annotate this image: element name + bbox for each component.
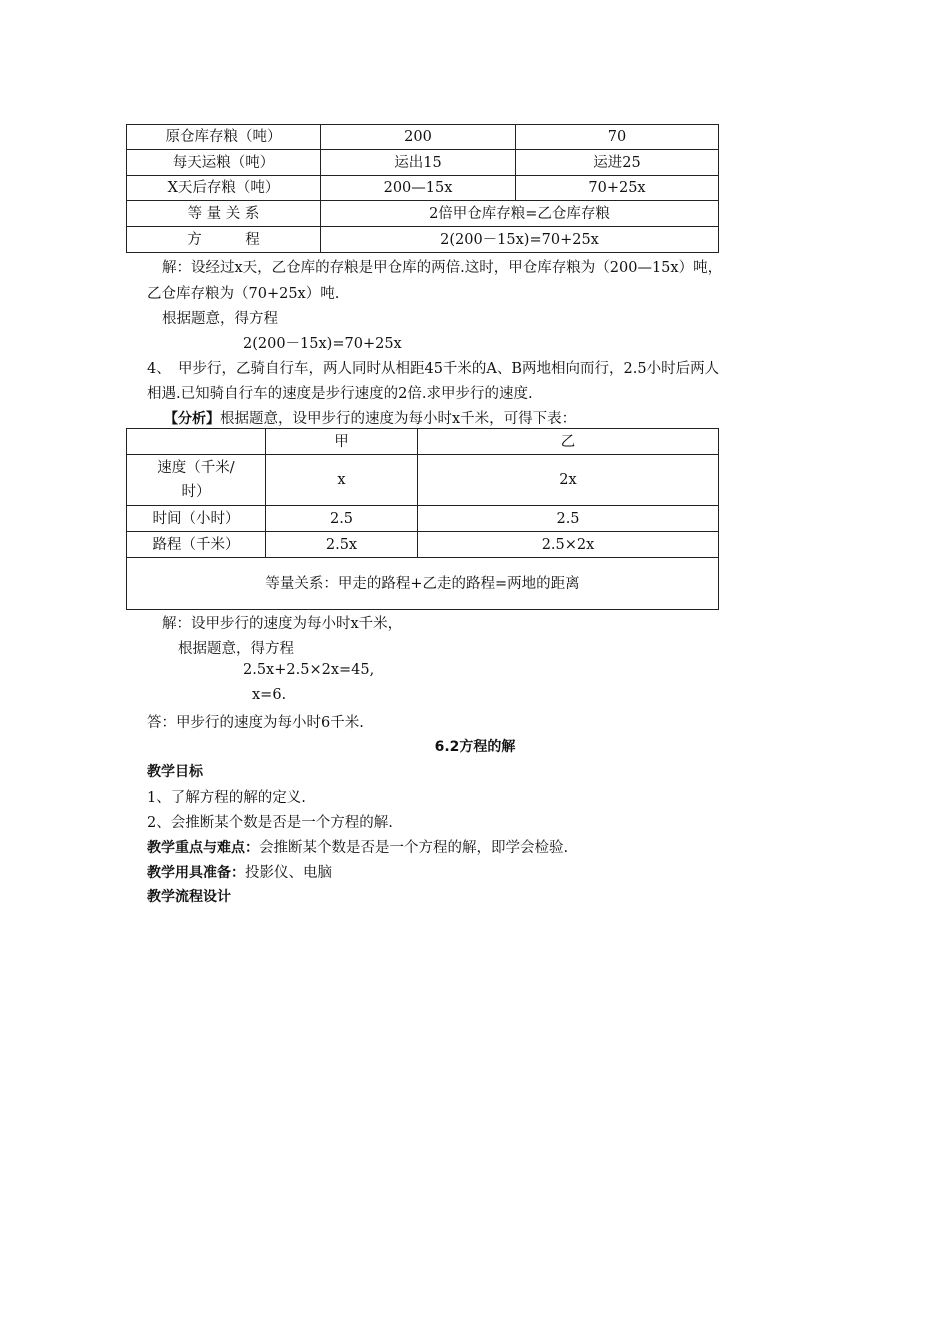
table-row bbox=[127, 455, 719, 506]
answer-line: 答：甲步行的速度为每小时6千米. bbox=[147, 715, 364, 731]
tools-label: 教学用具准备： bbox=[147, 865, 245, 881]
analysis-text: 根据题意，设甲步行的速度为每小时x千米，可得下表： bbox=[220, 411, 577, 427]
table-cell: 原仓库存粮（吨） bbox=[127, 125, 321, 150]
key-points-line bbox=[147, 836, 568, 857]
table-cell: 每天运粮（吨） bbox=[127, 150, 321, 176]
solution-line: 解：设经过x天，乙仓库的存粮是甲仓库的两倍.这时，甲仓库存粮为（200—15x）吨， bbox=[162, 260, 723, 276]
key-points-label: 教学重点与难点： bbox=[147, 840, 259, 856]
goal-item: 1、了解方程的解的定义. bbox=[147, 790, 306, 806]
equation-label: 方 程 bbox=[127, 227, 321, 253]
table-row bbox=[127, 227, 719, 253]
equation-line: x=6. bbox=[252, 687, 287, 703]
table-row bbox=[127, 125, 719, 150]
solution-line: 解：设甲步行的速度为每小时x千米， bbox=[162, 616, 403, 632]
problem-line: 4、 甲步行，乙骑自行车，两人同时从相距45千米的A、B两地相向而行，2.5小时后两人 bbox=[147, 361, 720, 377]
relation-value: 2倍甲仓库存粮=乙仓库存粮 bbox=[321, 201, 719, 227]
table-row bbox=[127, 150, 719, 176]
table-row bbox=[127, 532, 719, 558]
grain-table bbox=[126, 124, 719, 253]
table-cell: 2.5x bbox=[266, 532, 418, 558]
table-cell: 运进25 bbox=[516, 150, 719, 176]
relation-label: 等 量 关 系 bbox=[127, 201, 321, 227]
goals-heading: 教学目标 bbox=[147, 764, 203, 780]
header-cell: 甲 bbox=[266, 429, 418, 455]
table-cell: X天后存粮（吨） bbox=[127, 176, 321, 201]
table-row bbox=[127, 429, 719, 455]
flow-heading: 教学流程设计 bbox=[147, 889, 231, 905]
distance-label: 路程（千米） bbox=[127, 532, 266, 558]
equation-line: 2(200－15x)=70+25x bbox=[243, 336, 402, 352]
time-label: 时间（小时） bbox=[127, 506, 266, 532]
table-cell: 2.5 bbox=[266, 506, 418, 532]
problem-line: 相遇.已知骑自行车的速度是步行速度的2倍.求甲步行的速度. bbox=[147, 386, 533, 402]
table-row bbox=[127, 506, 719, 532]
table-row bbox=[127, 201, 719, 227]
equation-line: 2.5x+2.5×2x=45, bbox=[243, 662, 375, 678]
table-cell: 70 bbox=[516, 125, 719, 150]
analysis-line bbox=[164, 407, 576, 428]
table-cell: 70+25x bbox=[516, 176, 719, 201]
speed-label-line: 速度（千米/ bbox=[157, 460, 235, 476]
analysis-tag: 【分析】 bbox=[164, 411, 220, 427]
table-row bbox=[127, 176, 719, 201]
section-title: 6.2方程的解 bbox=[434, 739, 516, 755]
table-row bbox=[127, 558, 719, 610]
speed-label bbox=[127, 455, 266, 506]
solution-line: 乙仓库存粮为（70+25x）吨. bbox=[147, 286, 340, 302]
goal-item: 2、会推断某个数是否是一个方程的解. bbox=[147, 815, 393, 831]
header-cell: 乙 bbox=[418, 429, 719, 455]
table-cell: 2.5×2x bbox=[418, 532, 719, 558]
speed-table bbox=[126, 428, 719, 610]
table-cell bbox=[127, 429, 266, 455]
tools-line bbox=[147, 861, 332, 882]
table-cell: 200 bbox=[321, 125, 516, 150]
table-cell: 运出15 bbox=[321, 150, 516, 176]
table-cell: 2.5 bbox=[418, 506, 719, 532]
table-cell: 200—15x bbox=[321, 176, 516, 201]
relation-cell: 等量关系：甲走的路程+乙走的路程=两地的距离 bbox=[127, 558, 719, 610]
speed-label-line: 时） bbox=[181, 484, 211, 500]
solution-line: 根据题意，得方程 bbox=[178, 641, 294, 657]
table-cell: 2x bbox=[418, 455, 719, 506]
key-points-text: 会推断某个数是否是一个方程的解，即学会检验. bbox=[259, 840, 569, 856]
tools-text: 投影仪、电脑 bbox=[245, 865, 332, 881]
table-cell: x bbox=[266, 455, 418, 506]
solution-line: 根据题意，得方程 bbox=[162, 311, 278, 327]
equation-value: 2(200－15x)=70+25x bbox=[321, 227, 719, 253]
